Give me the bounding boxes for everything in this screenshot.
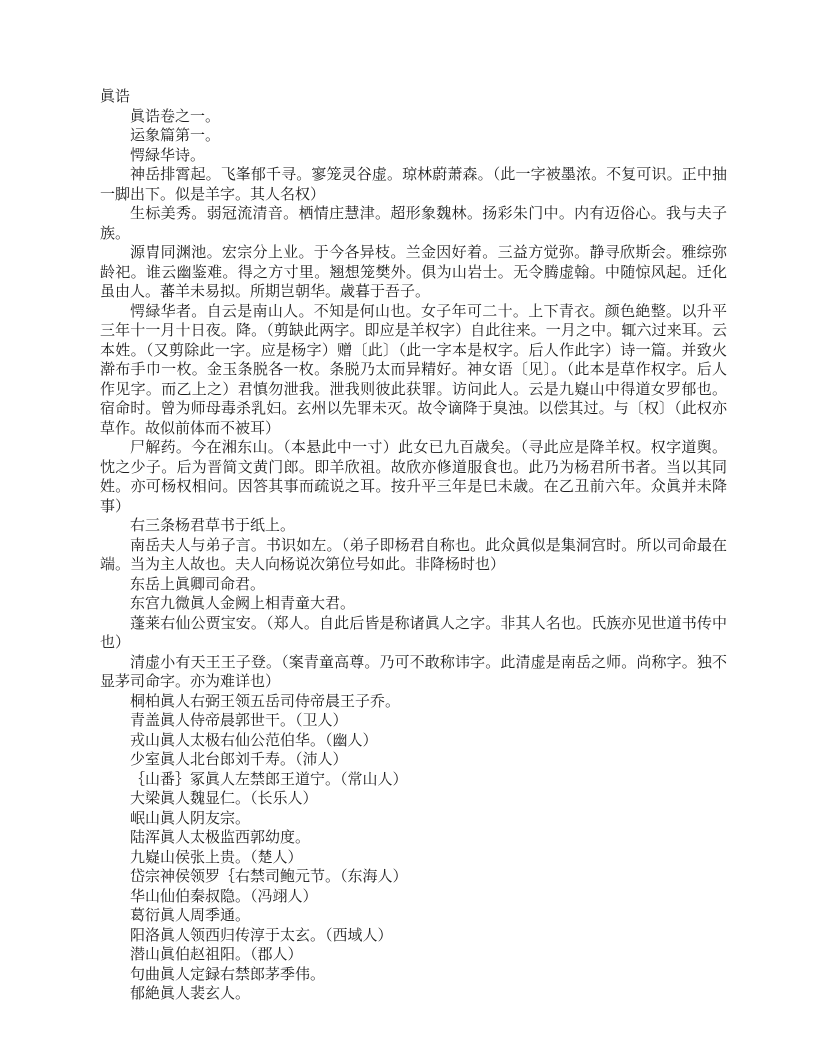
paragraph: 愕緑华诗。 [130,147,206,164]
paragraph: 南岳夫人与弟子言。书识如左。（弟子即杨君自称也。此众眞似是集洞宫时。所以司命最在端。当为主人故也。夫人向杨说次第位号如此。非降杨时也） [100,537,727,573]
paragraph: 潜山眞伯赵祖阳。（郡人） [130,947,303,963]
paragraph: 九嶷山侯张上贵。（楚人） [130,849,303,866]
paragraph: 尸解药。今在湘东山。（本悬此中一寸）此女已九百歳矣。（寻此应是降羊权。权字道舆。忱之少子。后为晋简文黄门郎。即羊欣祖。故欣亦修道服食也。此乃为杨君所书者。当以其同姓。亦可杨权相问。因答其事而疏说之耳。按升平三年是巳未歳。在乙丑前六年。众眞并未降事） [100,440,727,515]
paragraph: 运象篇第一。 [130,128,221,144]
paragraph: 岷山眞人阴友宗。 [130,810,251,827]
paragraph: 少室眞人北台郎刘千寿。（沛人） [130,752,348,768]
document-body [100,108,727,1005]
paragraph: 眞诰卷之一。 [130,108,221,125]
paragraph: 青盖眞人侍帝晨郭世干。（卫人） [130,713,348,729]
document-title: 眞诰 [100,89,131,105]
paragraph: 清虚小有天王王子登。（案青童高尊。乃可不敢称讳字。此清虚是南岳之师。尚称字。独不显茅司命字。亦为难详也） [100,654,727,690]
paragraph: 东宫九微眞人金阙上相青童大君。 [130,596,356,612]
paragraph: 生标美秀。弱冠流清音。栖情庄慧津。超形象魏林。扬彩朱门中。内有迈俗心。我与夫子族。 [100,206,727,242]
paragraph: 右三条杨君草书于纸上。 [130,518,296,534]
paragraph: 桐柏眞人右弼王领五岳司侍帝晨王子乔。 [130,693,401,710]
paragraph: ｛山番｝冢眞人左禁郎王道宁。（常山人） [130,771,408,788]
paragraph: 句曲眞人定録右禁郎茅季伟。 [130,966,326,983]
paragraph: 蓬莱右仙公贾宝安。（郑人。自此后皆是称诸眞人之字。非其人名也。氏族亦见世道书传中也） [100,615,727,651]
paragraph: 大梁眞人魏显仁。（长乐人） [130,791,318,807]
paragraph: 阳洛眞人领西归传淳于太玄。（西域人） [130,927,393,944]
paragraph: 神岳排霄起。飞峯郁千寻。寥笼灵谷虚。琼林蔚萧森。（此一字被墨浓。不复可识。正中抽一脚出下。似是羊字。其人名权） [100,167,727,203]
paragraph: 葛衍眞人周季通。 [130,908,251,924]
paragraph: 东岳上眞卿司命君。 [130,576,266,593]
paragraph: 源胄同渊池。宏宗分上业。于今各异枝。兰金因好着。三益方觉弥。静寻欣斯会。雅综弥龄祀。谁云幽鉴难。得之方寸里。翘想笼樊外。俱为山岩士。无令腾虚翰。中随惊风起。迁化虽由人。蕃羊未易拟。所期岂朝华。歳暮于吾子。 [100,245,727,300]
paragraph: 华山仙伯秦叔隐。（冯翊人） [130,888,318,905]
paragraph: 陆浑眞人太极监西郭幼度。 [130,830,311,846]
paragraph: 郁絶眞人裴玄人。 [130,986,251,1002]
paragraph: 戎山眞人太极右仙公范伯华。（幽人） [130,732,378,749]
paragraph: 愕緑华者。自云是南山人。不知是何山也。女子年可二十。上下青衣。颜色絶整。以升平三年十一月十日夜。降。（剪缺此两字。即应是羊权字）自此往来。一月之中。辄六过来耳。云本姓。（又剪除此一字。应是杨字）赠〔此〕（此一字本是权字。后人作此字）诗一篇。并致火澣布手巾一枚。金玉条脱各一枚。条脱乃太而异精好。神女语〔见〕。（此本是草作权字。后人作见字。而乙上之）君慎勿泄我。泄我则彼此获罪。访问此人。云是九嶷山中得道女罗郁也。宿命时。曾为师母毒杀乳妇。玄州以先罪未灭。故令谪降于臭浊。以偿其过。与〔权〕（此权亦草作。故似前体而不被耳） [100,303,727,437]
paragraph: 岱宗神侯领罗｛右禁司鲍元节。（东海人） [130,869,408,885]
